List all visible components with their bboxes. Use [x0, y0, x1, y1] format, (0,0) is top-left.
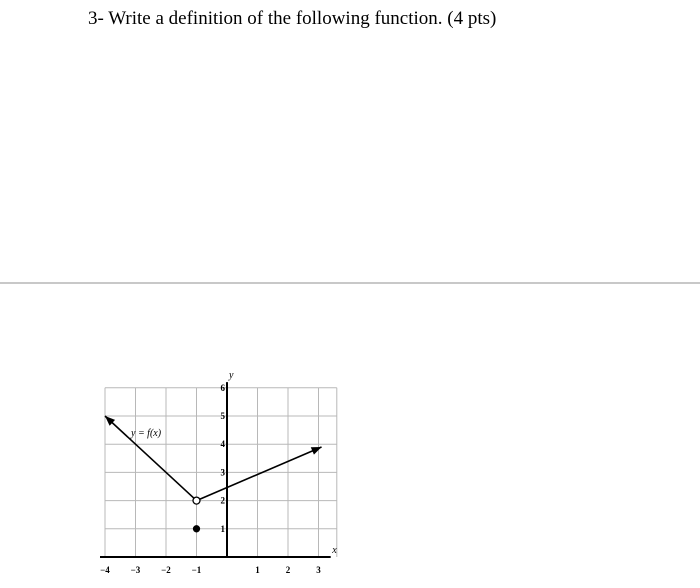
question-text: 3- Write a definition of the following function. (4 pts)	[88, 8, 497, 29]
open-point	[193, 497, 200, 504]
x-tick-label: −3	[130, 565, 141, 575]
arrow-head	[311, 447, 322, 455]
curve-segment	[197, 447, 322, 501]
y-axis-label: y	[229, 369, 234, 381]
y-tick-label: 1	[220, 523, 225, 534]
y-tick-label: 6	[220, 382, 225, 393]
y-tick-label: 2	[220, 495, 225, 506]
x-tick-label: −1	[191, 565, 202, 575]
x-tick-label: 3	[316, 565, 321, 575]
function-label: y = f(x)	[131, 428, 162, 439]
x-axis-label: x	[332, 545, 337, 556]
x-tick-label: 2	[285, 565, 291, 575]
y-tick-label: 4	[220, 439, 225, 450]
filled-point	[194, 526, 200, 532]
x-tick-label: −4	[100, 565, 110, 575]
y-tick-label: 5	[220, 411, 225, 421]
x-tick-label: 1	[255, 565, 260, 575]
y-tick-label: 3	[220, 467, 225, 478]
x-tick-label: −2	[161, 565, 171, 575]
